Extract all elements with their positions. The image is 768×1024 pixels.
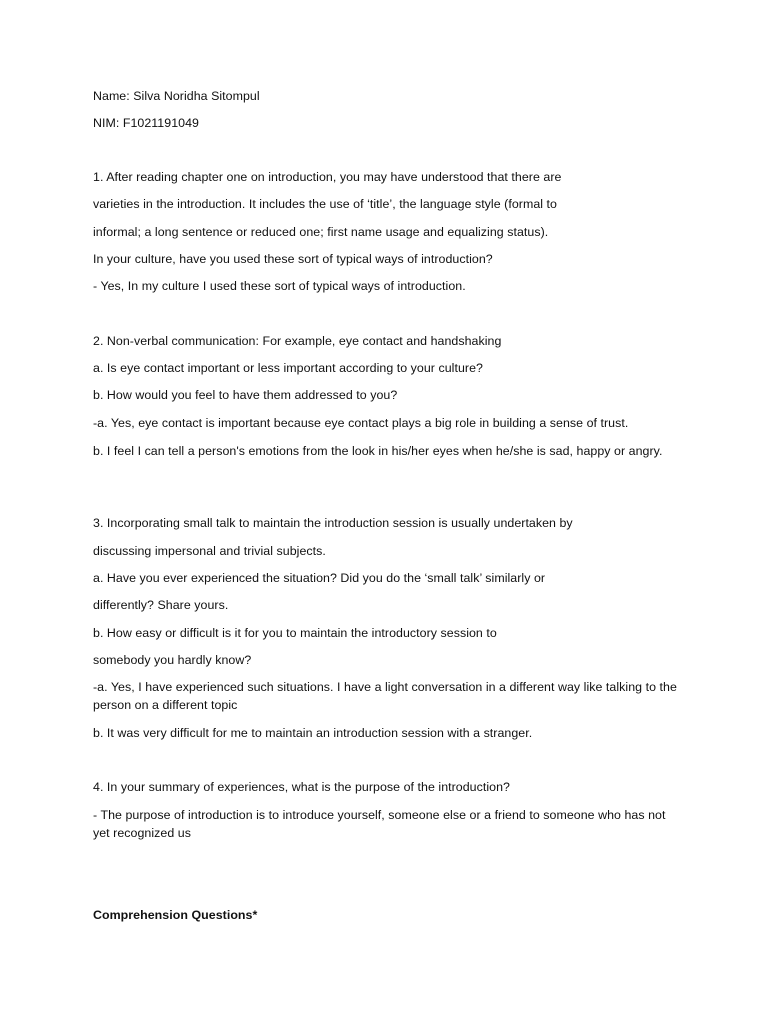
student-name: Name: Silva Noridha Sitompul bbox=[93, 89, 260, 103]
q2-answer-b: b. I feel I can tell a person's emotions from the look in his/her eyes when he/she is sad, happy or angry. bbox=[93, 444, 663, 458]
q3-line-6: somebody you hardly know? bbox=[93, 653, 252, 667]
q2-line-2: a. Is eye contact important or less important according to your culture? bbox=[93, 361, 483, 375]
q3-answer-b: b. It was very difficult for me to maintain an introduction session with a stranger. bbox=[93, 726, 533, 740]
q2-line-1: 2. Non-verbal communication: For example, eye contact and handshaking bbox=[93, 334, 502, 348]
q1-line-4: In your culture, have you used these sort of typical ways of introduction? bbox=[93, 252, 493, 266]
q1-line-1: 1. After reading chapter one on introduction, you may have understood that there are bbox=[93, 170, 562, 184]
q2-line-3: b. How would you feel to have them addressed to you? bbox=[93, 388, 398, 402]
q3-line-2: discussing impersonal and trivial subjects. bbox=[93, 544, 326, 558]
q1-line-3: informal; a long sentence or reduced one; first name usage and equalizing status). bbox=[93, 225, 549, 239]
q1-answer: - Yes, In my culture I used these sort of typical ways of introduction. bbox=[93, 279, 466, 293]
q3-line-4: differently? Share yours. bbox=[93, 598, 229, 612]
q3-answer-a: -a. Yes, I have experienced such situations. I have a light conversation in a different way like talking to the person on a different topic bbox=[93, 680, 677, 712]
q3-line-3: a. Have you ever experienced the situation? Did you do the ‘small talk’ similarly or bbox=[93, 571, 546, 585]
q3-line-1: 3. Incorporating small talk to maintain the introduction session is usually undertaken by bbox=[93, 516, 573, 530]
q2-answer-a: -a. Yes, eye contact is important because eye contact plays a big role in building a sense of trust. bbox=[93, 416, 629, 430]
q3-line-5: b. How easy or difficult is it for you to maintain the introductory session to bbox=[93, 626, 497, 640]
comprehension-heading: Comprehension Questions* bbox=[93, 908, 258, 922]
q4-line-1: 4. In your summary of experiences, what is the purpose of the introduction? bbox=[93, 780, 510, 794]
student-nim: NIM: F1021191049 bbox=[93, 116, 199, 130]
q4-answer: - The purpose of introduction is to introduce yourself, someone else or a friend to someone who has not yet recognized us bbox=[93, 808, 666, 840]
q1-line-2: varieties in the introduction. It includes the use of ‘title’, the language style (formal to bbox=[93, 197, 557, 211]
